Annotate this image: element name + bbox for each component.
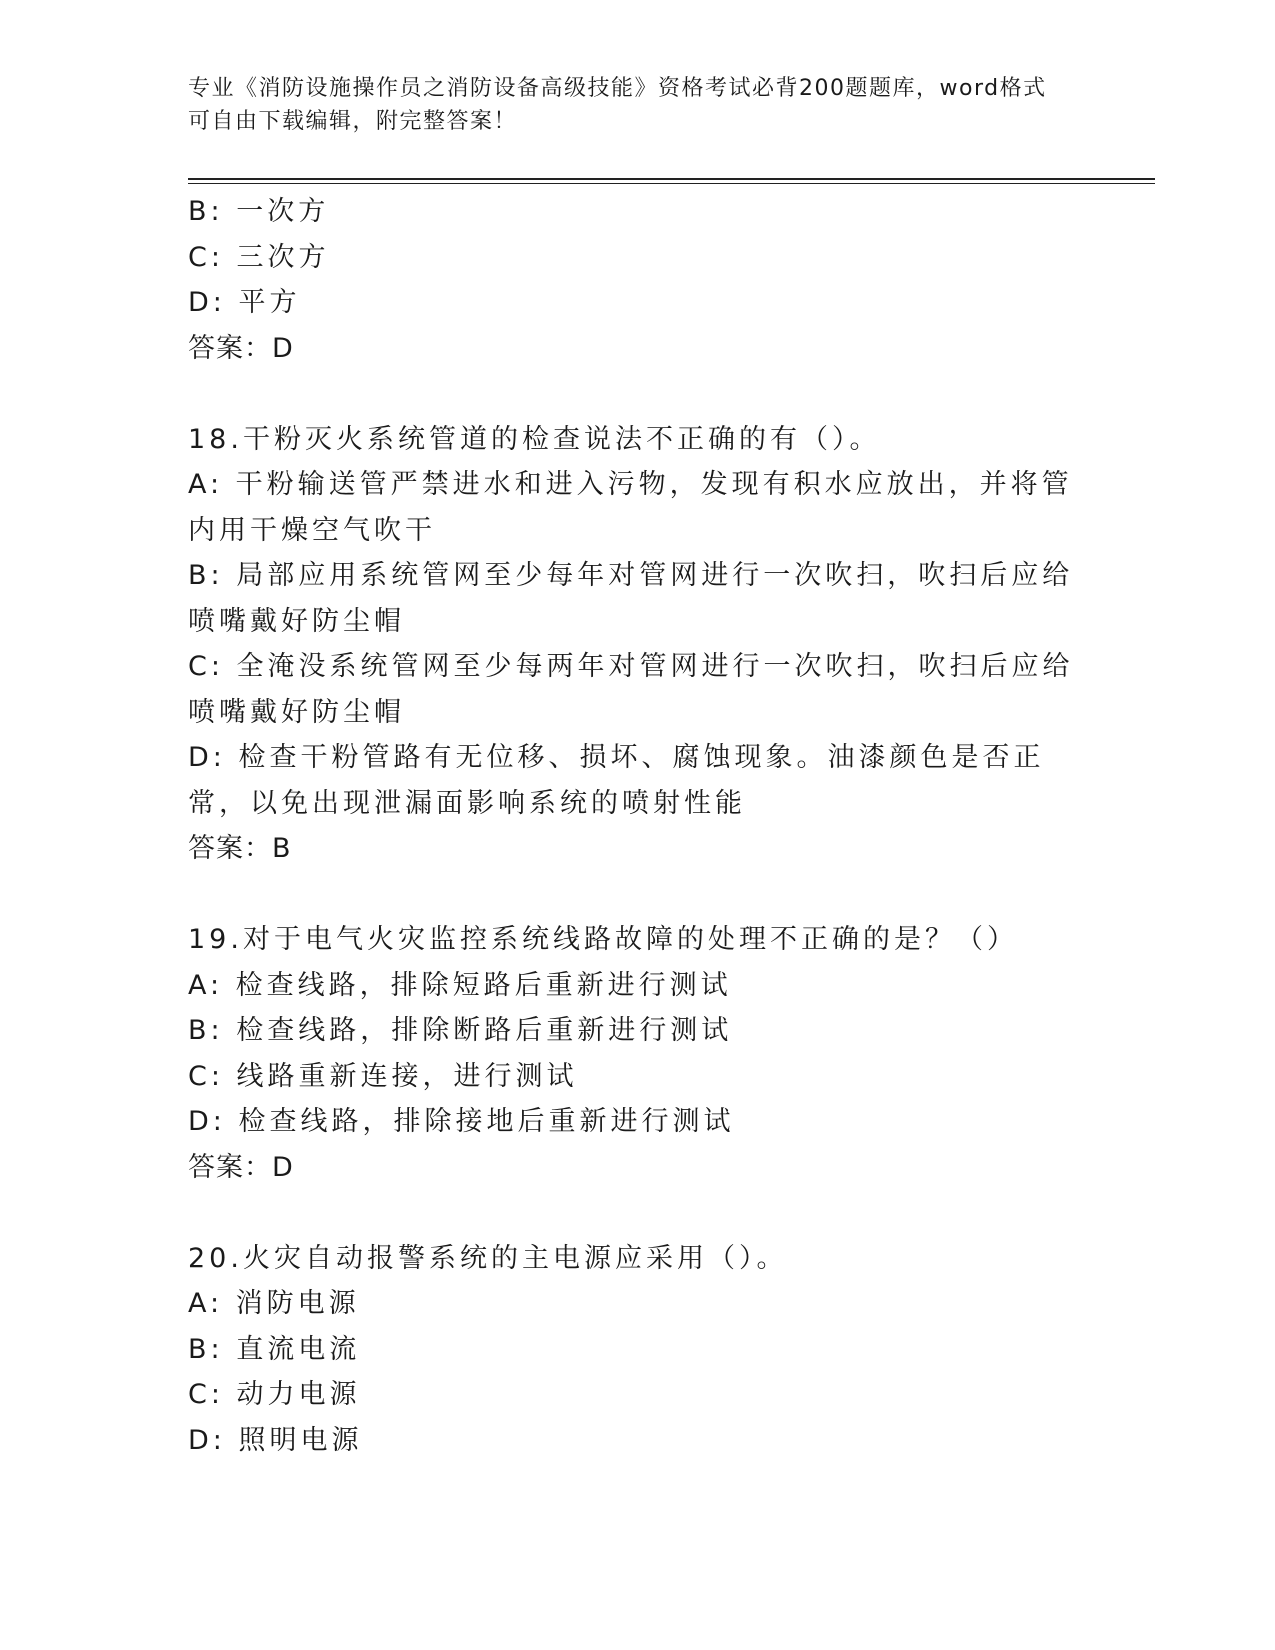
answer: 答案：B: [188, 833, 292, 864]
option-d: D: 检查干粉管路有无位移、损坏、腐蚀现象。油漆颜色是否正常，以免出现泄漏面影响系统的喷射性能: [188, 742, 1045, 819]
continued-question: [188, 189, 1088, 371]
option-b: B: 局部应用系统管网至少每年对管网进行一次吹扫，吹扫后应给喷嘴戴好防尘帽: [188, 560, 1074, 637]
question-stem: 18.干粉灭火系统管道的检查说法不正确的有（）。: [188, 423, 881, 455]
header-rule-thin: [188, 183, 1155, 184]
answer: 答案：D: [188, 332, 294, 364]
option-d: D: 照明电源: [188, 1424, 363, 1456]
option-c: C: 线路重新连接，进行测试: [188, 1060, 578, 1092]
question-content: [188, 189, 1088, 1463]
option-a: A: 干粉输送管严禁进水和进入污物，发现有积水应放出，并将管内用干燥空气吹干: [188, 469, 1073, 546]
option-b: B: 直流电流: [188, 1333, 361, 1365]
question-20: [188, 1236, 1088, 1464]
question-stem: 20.火灾自动报警系统的主电源应采用（）。: [188, 1242, 788, 1274]
question-18: [188, 417, 1088, 872]
header-rule-thick: [188, 178, 1155, 180]
option-b: B: 检查线路，排除断路后重新进行测试: [188, 1015, 733, 1046]
question-19: [188, 917, 1088, 1190]
option-b: B: 一次方: [188, 196, 330, 227]
option-c: C: 动力电源: [188, 1379, 361, 1410]
answer: 答案：D: [188, 1151, 294, 1183]
option-d: D: 检查线路，排除接地后重新进行测试: [188, 1106, 735, 1137]
option-a: A: 消防电源: [188, 1288, 360, 1319]
document-header: 专业《消防设施操作员之消防设备高级技能》资格考试必背200题题库，word格式可自由下载编辑，附完整答案！: [188, 76, 1047, 134]
option-d: D: 平方: [188, 287, 301, 318]
question-stem: 19.对于电气火灾监控系统线路故障的处理不正确的是？（）: [188, 924, 1018, 955]
option-c: C: 三次方: [188, 241, 330, 273]
option-c: C: 全淹没系统管网至少每两年对管网进行一次吹扫，吹扫后应给喷嘴戴好防尘帽: [188, 651, 1074, 728]
option-a: A: 检查线路，排除短路后重新进行测试: [188, 969, 732, 1001]
